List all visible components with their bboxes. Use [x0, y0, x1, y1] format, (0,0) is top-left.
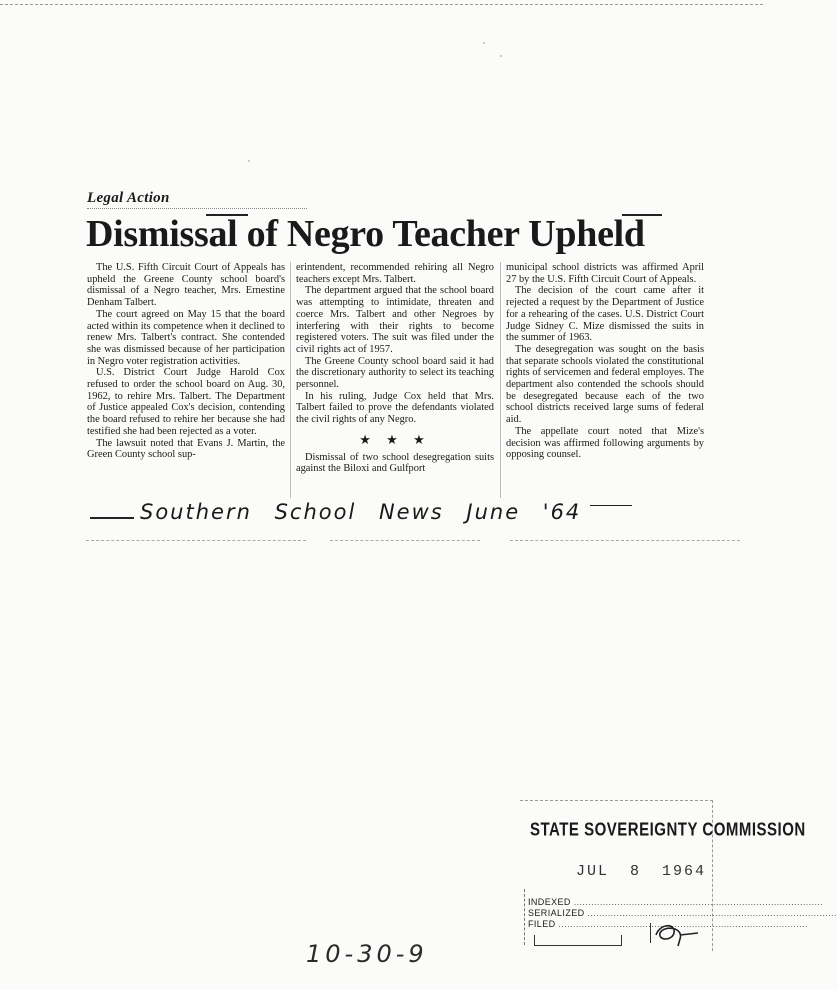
clipping-bottom-edge — [510, 540, 740, 541]
handwritten-dash — [90, 517, 134, 519]
scan-speck — [248, 160, 250, 162]
article-paragraph: The department argued that the school board was attempting to intimidate, threaten and coerce Mrs. Talbert and other Negroes by interfering with their rights to become registered voters. The suit was filed under the civil rights act of 1957. — [296, 285, 494, 355]
column-divider — [290, 262, 291, 498]
article-column-3 — [506, 262, 704, 461]
stamp-date: JUL 8 1964 — [576, 863, 707, 880]
article-paragraph: In his ruling, Judge Cox held that Mrs. Talbert failed to prove the defendants violated the civil rights of any Negro. — [296, 390, 494, 426]
handwritten-initials — [650, 921, 702, 947]
article-paragraph: The Greene County school board said it had the discretionary authority to select its teaching personnel. — [296, 355, 494, 391]
article-column-2 — [296, 262, 494, 475]
stamp-margin-line — [524, 889, 525, 945]
article-headline: Dismissal of Negro Teacher Upheld — [86, 213, 645, 255]
article-paragraph: U.S. District Court Judge Harold Cox refused to order the school board on Aug. 30, 1962, to rehire Mrs. Talbert. The Department of Justice appealed Cox's decision, contending the board refused to rehire her because she had testified she had been rejected as a voter. — [87, 367, 285, 437]
article-paragraph: The desegregation was sought on the basis that separate schools violated the constitutional rights of servicemen and federal employes. The department also contended the schools should be desegregated because each of the two school districts received large sums of federal aid. — [506, 343, 704, 426]
article-paragraph: municipal school districts was affirmed April 27 by the U.S. Fifth Circuit Court of Appeals. — [506, 262, 704, 285]
column-divider — [500, 262, 501, 498]
scan-speck — [500, 55, 502, 57]
article-paragraph: The court agreed on May 15 that the board acted within its competence when it declined to renew Mrs. Talbert's contract. She contended she was dismissed because of her participation in Negro voter registration activities. — [87, 308, 285, 367]
clipping-bottom-edge — [86, 540, 306, 541]
stamp-indexed-line: INDEXED ..... — [528, 897, 704, 907]
stamp-filed-line: FILED ..... — [528, 919, 704, 929]
section-separator-stars: ★ ★ ★ — [359, 431, 431, 447]
handwritten-file-number: 10-30-9 — [306, 940, 428, 968]
kicker-underline — [87, 208, 307, 209]
pen-mark — [590, 505, 632, 506]
article-kicker: Legal Action — [87, 190, 170, 206]
stamp-title: STATE SOVEREIGNTY COMMISSION — [530, 819, 806, 841]
article-paragraph: The lawsuit noted that Evans J. Martin, the Green County school sup- — [87, 437, 285, 461]
article-paragraph: The appellate court noted that Mize's decision was affirmed following arguments by opposing counsel. — [506, 425, 704, 461]
article-column-1 — [87, 262, 285, 461]
top-scan-border — [0, 4, 763, 5]
headline-pen-mark — [622, 214, 662, 216]
article-paragraph: erintendent, recommended rehiring all Negro teachers except Mrs. Talbert. — [296, 262, 494, 285]
article-paragraph: The U.S. Fifth Circuit Court of Appeals has upheld the Greene County school board's dismissal of a Negro teacher, Mrs. Ernestine Denham Talbert. — [87, 262, 285, 309]
scan-speck — [483, 42, 485, 44]
state-sovereignty-commission-stamp — [520, 800, 806, 951]
stamp-serialized-line: SERIALIZED ..... — [528, 908, 704, 918]
article-paragraph: Dismissal of two school desegregation suits against the Biloxi and Gulfport — [296, 451, 494, 475]
stamp-box — [534, 935, 622, 946]
article-paragraph: The decision of the court came after it rejected a request by the Department of Justice for a rehearing of the cases. U.S. District Court Judge Sidney C. Mize dismissed the suits in the summer of 1963. — [506, 285, 704, 344]
clipping-bottom-edge — [330, 540, 480, 541]
handwritten-source-note: Southern School News June '64 — [140, 500, 582, 524]
